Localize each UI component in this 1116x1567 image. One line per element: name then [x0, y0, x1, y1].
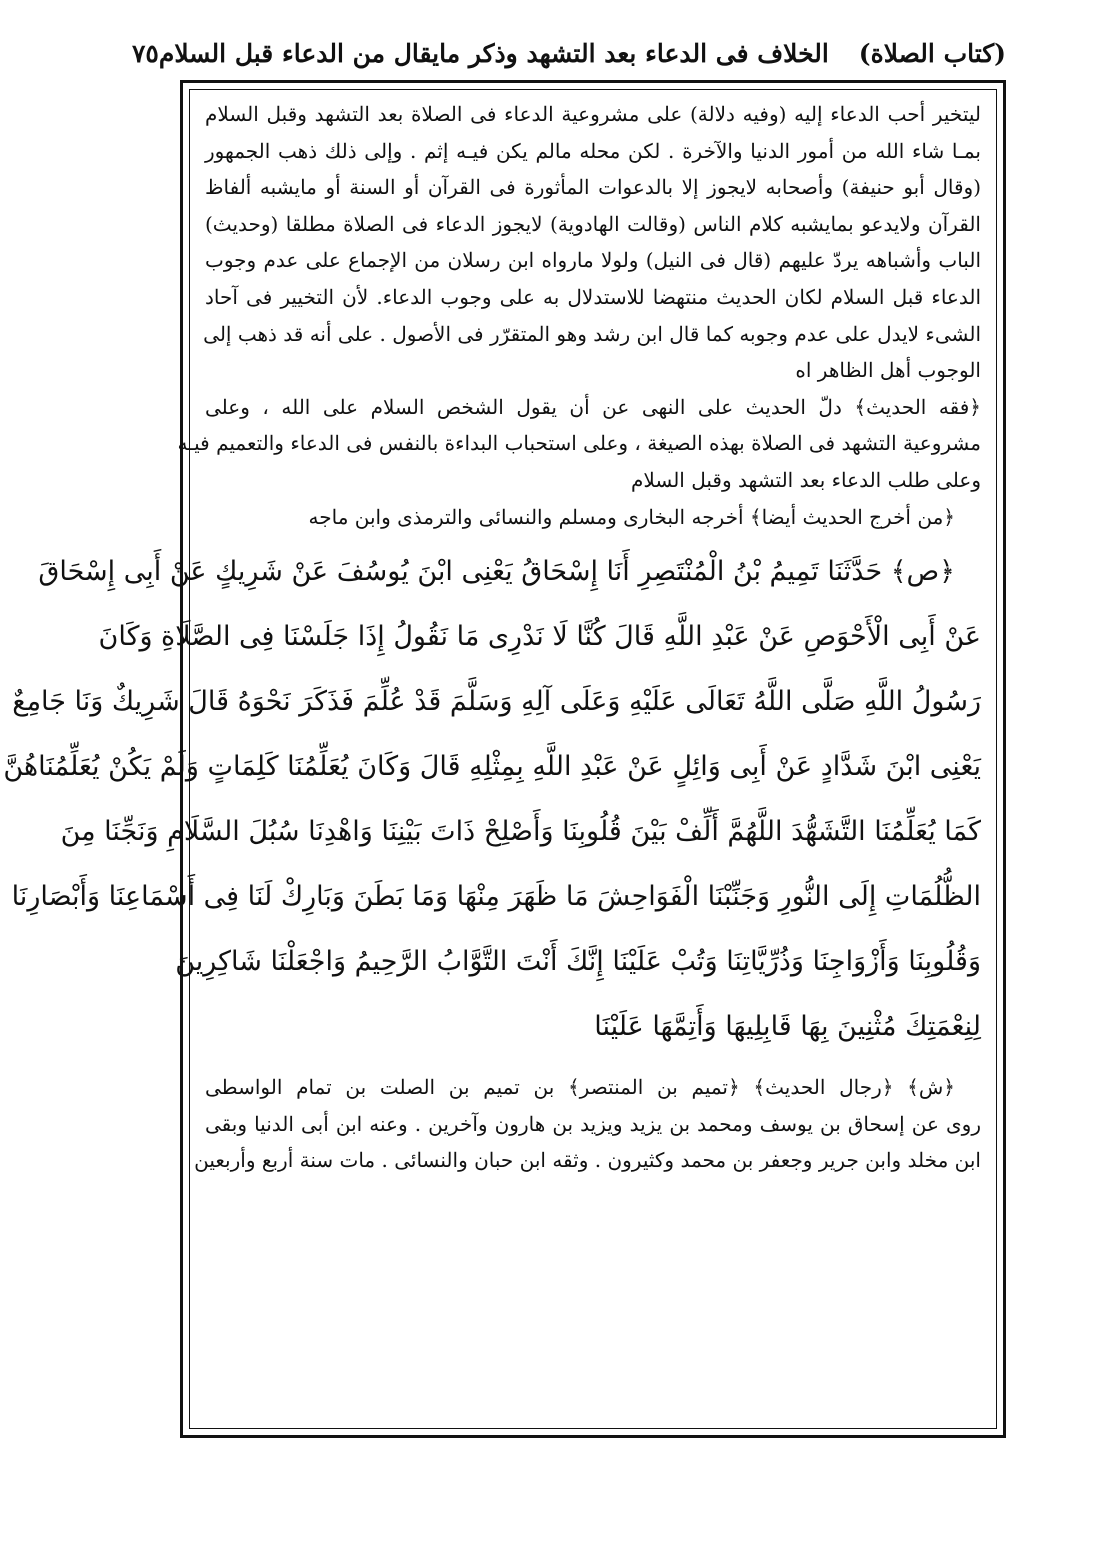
commentary-block	[205, 96, 981, 389]
sharh-line: روى عن إسحاق بن يوسف ومحمد بن يزيد ويزيد بن هارون وآخرين . وعنه ابن أبى الدنيا وبقى	[205, 1111, 981, 1136]
commentary-line: الشىء لايدل على عدم وجوبه كما قال ابن رشد وهو المتقرّر فى الأصول . على أنه قد ذهب إلى	[203, 321, 981, 346]
fiqh-block	[177, 389, 981, 499]
hadith-line: ﴿ص﴾ حَدَّثَنَا تَمِيمُ بْنُ الْمُنْتَصِرِ أَنَا إِسْحَاقُ يَعْنِى ابْنَ يُوسُفَ عَنْ شَرِيكٍ عَنْ أَبِى إِسْحَاقَ	[38, 556, 955, 588]
takhrij-line: ﴿من أخرج الحديث أيضا﴾ أخرجه البخارى ومسلم والنسائى والترمذى وابن ماجه	[308, 504, 955, 529]
commentary-line: الباب وأشباهه يردّ عليهم (قال فى النيل) ولولا مارواه ابن رسلان من الإجماع على عدم وجوب	[205, 248, 981, 273]
fiqh-line: وعلى طلب الدعاء بعد التشهد وقبل السلام	[631, 467, 981, 492]
sharh-line: ابن مخلد وابن جرير وجعفر بن محمد وكثيرون . وثقه ابن حبان والنسائى . مات سنة أربع وأربعين	[194, 1148, 981, 1173]
chapter-title: الخلاف فى الدعاء بعد التشهد وذكر مايقال من الدعاء قبل السلام	[158, 38, 829, 68]
commentary-line: (وقال أبو حنيفة) وأصحابه لايجوز إلا بالدعوات المأثورة فى القرآن أو السنة أو مايشبه ألفاظ	[205, 175, 981, 200]
hadith-line: رَسُولُ اللَّهِ صَلَّى اللَّهُ تَعَالَى عَلَيْهِ وَعَلَى آلِهِ وَسَلَّمَ قَدْ عُلِّمَ فَذَكَرَ نَحْوَهُ قَالَ شَرِيكٌ وَنَا جَامِعٌ	[12, 686, 981, 718]
hadith-line: وَقُلُوبِنَا وَأَزْوَاجِنَا وَذُرِّيَّاتِنَا وَتُبْ عَلَيْنَا إِنَّكَ أَنْتَ التَّوَّابُ الرَّحِيمُ وَاجْعَلْنَا شَاكِرِينَ	[175, 946, 981, 978]
book-title: (كتاب الصلاة)	[858, 38, 1006, 68]
commentary-line: بمـا شاء الله من أمور الدنيا والآخرة . لكن محله مالم يكن فيـه إثم . وإلى ذلك ذهب الجمهور	[205, 138, 982, 163]
commentary-line: الوجوب أهل الظاهر اه	[795, 358, 981, 383]
page-number: ٧٥	[132, 38, 159, 68]
hadith-block	[3, 539, 981, 1059]
fiqh-line: مشروعية التشهد فى الصلاة بهذه الصيغة ، وعلى استحباب البداءة بالنفس فى الدعاء والتعميم فيـه	[177, 431, 981, 456]
sharh-line: ﴿ش﴾ ﴿رجال الحديث﴾ ﴿تميم بن المنتصر﴾ بن تميم بن الصلت بن تمام الواسطى	[205, 1075, 955, 1100]
page-content	[3, 96, 982, 1179]
hadith-line: الظُّلُمَاتِ إِلَى النُّورِ وَجَنِّبْنَا الْفَوَاحِشَ مَا ظَهَرَ مِنْهَا وَمَا بَطَنَ وَبَارِكْ لَنَا فِى أَسْمَاعِنَا وَأَبْصَارِنَا	[11, 881, 981, 913]
hadith-line: يَعْنِى ابْنَ شَدَّادٍ عَنْ أَبِى وَائِلٍ عَنْ عَبْدِ اللَّهِ بِمِثْلِهِ قَالَ وَكَانَ يُعَلِّمُنَا كَلِمَاتٍ وَلَمْ يَكُنْ يُعَلِّمُنَاهُنَّ	[3, 751, 981, 783]
hadith-line: عَنْ أَبِى الْأَحْوَصِ عَنْ عَبْدِ اللَّهِ قَالَ كُنَّا لَا نَدْرِى مَا نَقُولُ إِذَا جَلَسْنَا فِى الصَّلَاةِ وَكَانَ	[98, 621, 981, 653]
commentary-line: الدعاء قبل السلام لكان الحديث منتهضا للاستدلال به على وجوب الدعاء. لأن التخيير فى آحاد	[205, 284, 981, 309]
hadith-line: كَمَا يُعَلِّمُنَا التَّشَهُّدَ اللَّهُمَّ أَلِّفْ بَيْنَ قُلُوبِنَا وَأَصْلِحْ ذَاتَ بَيْنِنَا وَاهْدِنَا سُبُلَ السَّلَامِ وَنَجِّنَا مِنَ	[60, 816, 981, 848]
hadith-line: لِنِعْمَتِكَ مُثْنِينَ بِهَا قَابِلِيهَا وَأَتِمَّهَا عَلَيْنَا	[594, 1011, 981, 1043]
fiqh-line: ﴿فقه الحديث﴾ دلّ الحديث على النهى عن أن يقول الشخص السلام على الله ، وعلى	[205, 394, 981, 419]
sharh-block	[194, 1069, 981, 1179]
commentary-line: القرآن ولايدعو بمايشبه كلام الناس (وقالت الهادوية) لايجوز الدعاء فى الصلاة مطلقا (وحديث)	[205, 211, 981, 236]
commentary-line: ليتخير أحب الدعاء إليه (وفيه دلالة) على مشروعية الدعاء فى الصلاة بعد التشهد وقبل السلام	[205, 102, 981, 126]
page-header	[132, 28, 1006, 78]
